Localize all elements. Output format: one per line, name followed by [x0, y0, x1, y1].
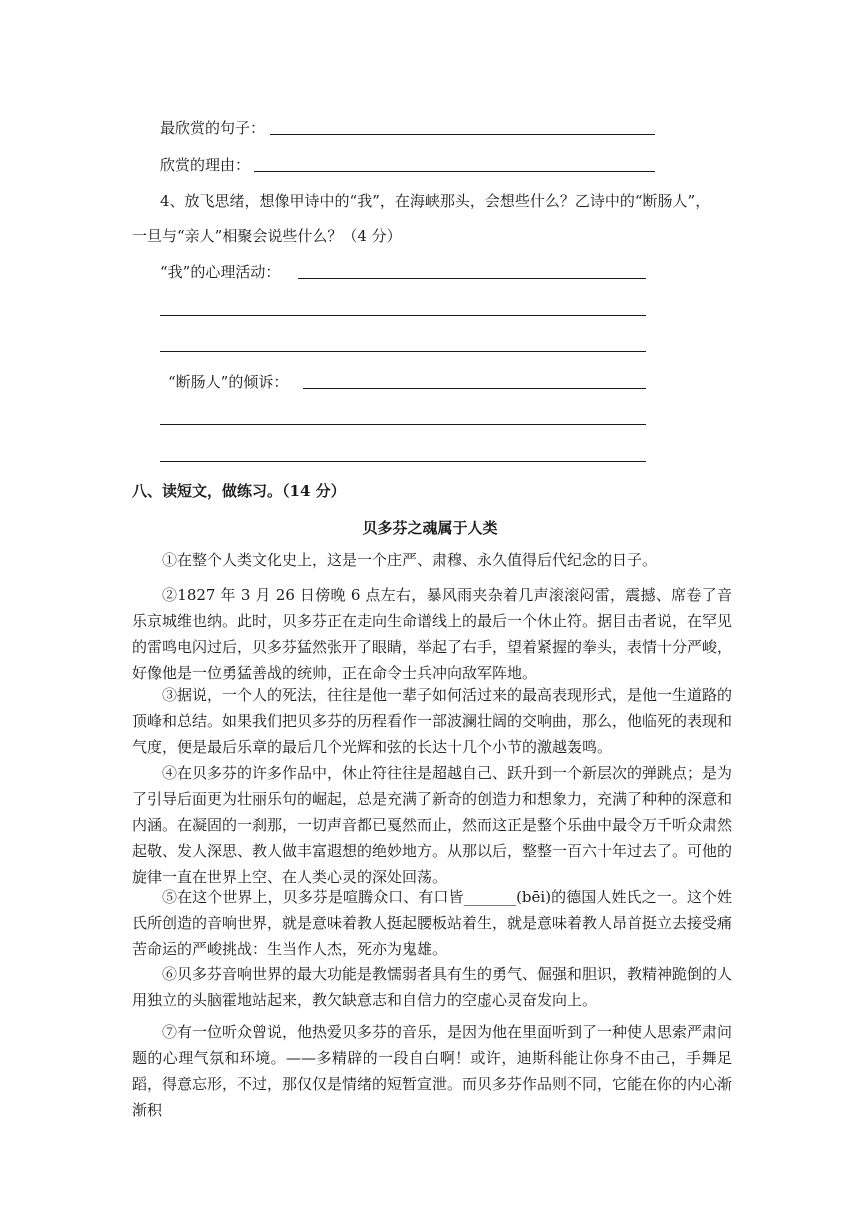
paragraph-1: ①在整个人类文化史上，这是一个庄严、肃穆、永久值得后代纪念的日子。 — [162, 551, 658, 569]
me-thought-label: “我”的心理活动： — [160, 263, 281, 281]
favorite-sentence-answer-line[interactable] — [270, 134, 655, 135]
question-4-line-1: 4、放飞思绪，想像甲诗中的“我”，在海峡那头，会想些什么？乙诗中的“断肠人”， — [160, 192, 711, 210]
reason-label: 欣赏的理由： — [160, 156, 251, 174]
paragraph-4: ④在贝多芬的许多作品中，休止符往往是超越自己、跃升到一个新层次的弹跳点；是为了引导后面更为壮丽乐句的崛起，总是充满了新奇的创造力和想象力，充满了种种的深意和内涵。在凝固的一刹那，一切声音都已戛然而止，然而这正是整个乐曲中最令万千听众肃然起敬、发人深思、教人做丰富遐想的绝妙地方。从那以后，整整一百六十年过去了。可他的旋律一直在世界上空、在人类心灵的深处回荡。 — [132, 764, 733, 886]
me-thought-answer-line-1[interactable] — [298, 278, 646, 279]
duanchang-answer-line-3[interactable] — [160, 461, 646, 462]
article-title: 贝多芬之魂属于人类 — [362, 519, 498, 537]
reason-answer-line[interactable] — [254, 171, 655, 172]
paragraph-2: ②1827 年 3 月 26 日傍晚 6 点左右，暴风雨夹杂着几声滚滚闷雷，震撼、席卷了音乐京城维也纳。此时，贝多芬正在走向生命谱线上的最后一个休止符。据目击者说，在罕见的雷鸣电闪过后，贝多芬猛然张开了眼睛，举起了右手，望着紧握的拳头，表情十分严峻，好像他是一位勇猛善战的统帅，正在命令士兵冲向敌军阵地。 — [132, 586, 733, 682]
duanchang-answer-line-1[interactable] — [303, 388, 646, 389]
paragraph-6: ⑥贝多芬音响世界的最大功能是教懦弱者具有生的勇气、倔强和胆识，教精神跪倒的人用独立的头脑霍地站起来，教欠缺意志和自信力的空虚心灵奋发向上。 — [132, 965, 733, 1009]
duanchang-answer-line-2[interactable] — [160, 424, 646, 425]
duanchang-label: “断肠人”的倾诉： — [168, 373, 289, 391]
favorite-sentence-label: 最欣赏的句子： — [160, 119, 266, 137]
paragraph-5: ⑤在这个世界上，贝多芬是喧腾众口、有口皆_______(bēi)的德国人姓氏之一。这个姓氏所创造的音响世界，就是意味着教人挺起腰板站着生，就是意味着教人昂首挺立去接受痛苦命运的严峻挑战：生当作人杰，死亦为鬼雄。 — [132, 888, 733, 958]
question-4-line-2: 一旦与“亲人”相聚会说些什么？（4 分） — [132, 227, 402, 245]
me-thought-answer-line-2[interactable] — [160, 315, 646, 316]
paragraph-3: ③据说，一个人的死法，往往是他一辈子如何活过来的最高表现形式，是他一生道路的顶峰和总结。如果我们把贝多芬的历程看作一部波澜壮阔的交响曲，那么，他临死的表现和气度，便是最后乐章的最后几个光辉和弦的长达十几个小节的激越轰鸣。 — [132, 686, 733, 756]
paragraph-7: ⑦有一位听众曾说，他热爱贝多芬的音乐，是因为他在里面听到了一种使人思索严肃问题的心理气氛和环境。——多精辟的一段自白啊！或许，迪斯科能让你身不由己，手舞足蹈，得意忘形，不过，那仅仅是情绪的短暂宣泄。而贝多芬作品则不同，它能在你的内心渐渐积 — [132, 1023, 733, 1119]
section-8-heading: 八、读短文，做练习。（14 分） — [132, 482, 346, 500]
me-thought-answer-line-3[interactable] — [160, 351, 646, 352]
